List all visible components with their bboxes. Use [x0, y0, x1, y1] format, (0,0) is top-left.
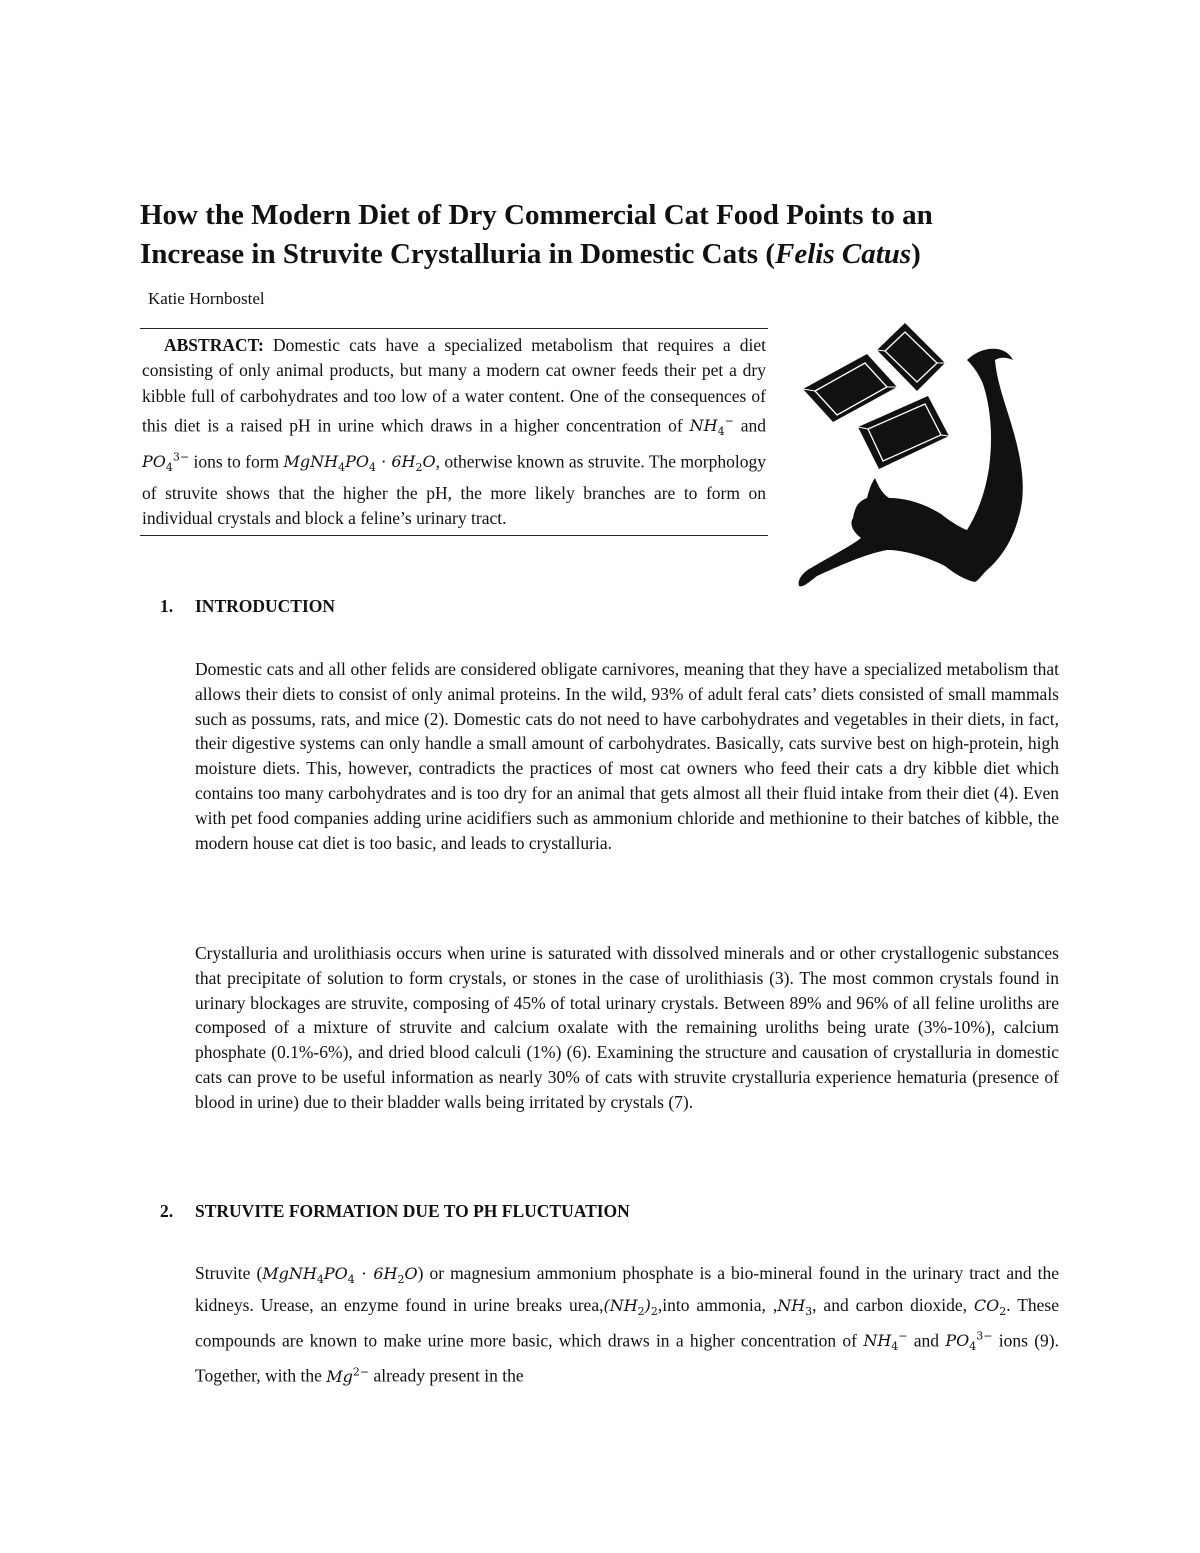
intro-paragraph-1: Domestic cats and all other felids are considered obligate carnivores, meaning that they have a specialized metabolism that allows their diets to consist of only animal proteins. In the wild, 93% of adult feral cats’ diets consisted of small mammals such as possums, rats, and mice (2). Domestic cats do not need to have carbohydrates and vegetables in their diets, in fact, their digestive systems can only handle a small amount of carbohydrates. Basically, cats survive best on high-protein, high moisture diets. This, however, contradicts the practices of most cat owners who feed their cats a dry kibble diet which contains too many carbohydrates and is too dry for an animal that gets almost all their fluid intake from their diet (4). Even with pet food companies adding urine acidifiers such as ammonium chloride and methionine to their batches of kibble, the modern house cat diet is too basic, and leads to crystalluria. [195, 659, 1059, 853]
abstract-text-1: Domestic cats have a specialized metabolism that requires a diet consisting of only animal products, but many a modern cat owner feeds their pet a dry kibble full of carbohydrates and too low of a water content. One of the consequences of this diet is a raised pH in urine which draws in a higher concentration of [142, 335, 766, 436]
section-heading-introduction [160, 595, 335, 617]
species-name: Felis Catus [774, 238, 912, 270]
formula-ammonium: $NH_4^-$ [689, 414, 734, 439]
kibble-piece-icon [803, 354, 897, 422]
title-line-2-prefix: Increase in Struvite Crystalluria in Domestic Cats ( [140, 238, 775, 270]
abstract-text-2: and [733, 415, 766, 436]
section-title: STRUVITE FORMATION DUE TO PH FLUCTUATION [195, 1201, 630, 1221]
formula-phosphate: $PO_4^{3-}$ [142, 450, 190, 475]
title-line-2 [140, 235, 1070, 274]
formula-ammonium: $NH_4^-$ [863, 1329, 908, 1354]
abstract-text-4: , otherwise known as struvite. The morphology of struvite shows that the higher the pH, the more likely branches are to form on individual crystals and block a feline’s urinary tract. [142, 451, 766, 528]
formula-struvite: $MgNH_4PO_4 \cdot 6H_2O$ [283, 452, 436, 475]
author-name: Katie Hornbostel [148, 289, 265, 308]
formula-urea: $(NH_2)_2$ [603, 1295, 658, 1319]
intro-paragraph-2: Crystalluria and urolithiasis occurs when urine is saturated with dissolved minerals and or other crystallogenic substances that precipitate of solution to form crystals, or stones in the case of urolithiasis (3). The most common crystals found in urinary blockages are struvite, composing of 45% of total urinary crystals. Between 89% and 96% of all feline uroliths are composed of a mixture of struvite and calcium oxalate with the remaining uroliths being urate (3%-10%), calcium phosphate (0.1%-6%), and dried blood calculi (1%) (6). Examining the structure and causation of crystalluria in domestic cats can prove to be useful information as nearly 30% of cats with struvite crystalluria experience hematuria (presence of blood in urine) due to their bladder walls being irritated by crystals (7). [195, 943, 1059, 1112]
formula-ammonia: $NH_3$ [777, 1295, 813, 1319]
abstract-text-3: ions to form [189, 451, 284, 472]
abstract [142, 333, 766, 531]
section-number: 1. [160, 596, 174, 616]
section-title: INTRODUCTION [195, 596, 336, 616]
kibble-piece-icon [858, 396, 949, 469]
title-line-2-suffix: ) [911, 238, 921, 270]
struvite-paragraph: Struvite $(MgNH_4PO_4 \cdot 6H_2O)$ or magnesium ammonium phosphate is a bio-mineral found in the urinary tract and the kidneys. Urease, an enzyme found in urine breaks $urea,(NH_2)_2,into$ ammonia, $,NH_3$, and carbon dioxide, $CO_2$. These compounds are known to make urine more basic, which draws in a higher concentration of $NH_4^-$ and $PO_4^{3-}$ ions (9). Together, with the $Mg^{2-}$ already present in the [195, 1263, 1059, 1386]
formula-carbon-dioxide: $CO_2$ [973, 1295, 1007, 1319]
abstract-label: ABSTRACT: [164, 335, 264, 355]
title-line-1: How the Modern Diet of Dry Commercial Cat Food Points to an [140, 199, 933, 231]
section-number: 2. [160, 1201, 174, 1221]
paper-title [140, 196, 1070, 274]
cat-and-kibble-illustration [795, 318, 1057, 596]
section-heading-struvite-formation [160, 1200, 630, 1222]
formula-magnesium-ion: $Mg^{2-}$ [326, 1365, 370, 1386]
formula-struvite: $MgNH_4PO_4 \cdot 6H_2O$ [262, 1264, 418, 1287]
formula-phosphate: $PO_4^{3-}$ [945, 1329, 993, 1354]
